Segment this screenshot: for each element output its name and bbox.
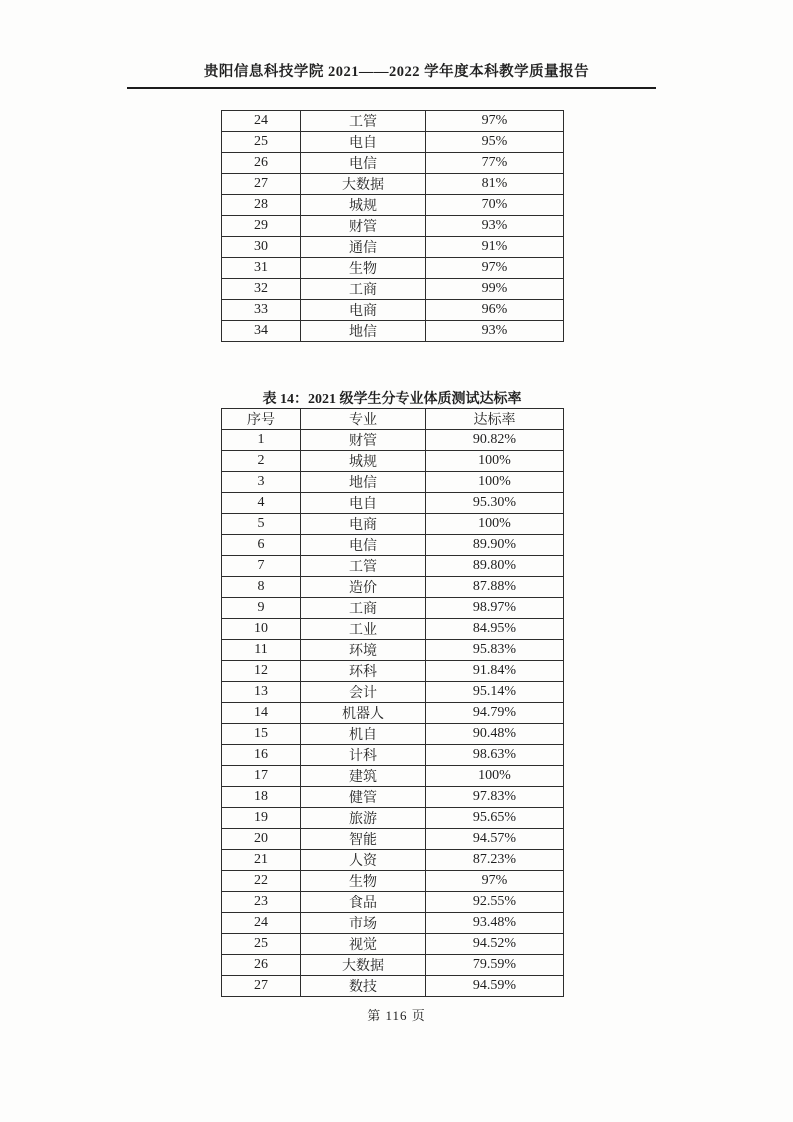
table-cell: 5 [222,514,301,535]
table-cell: 98.97% [426,598,564,619]
table-cell: 视觉 [301,934,426,955]
table-cell: 18 [222,787,301,808]
table-cell: 旅游 [301,808,426,829]
table-cell: 财管 [301,216,426,237]
table-cell: 30 [222,237,301,258]
table-cell: 9 [222,598,301,619]
table-cell: 7 [222,556,301,577]
table-cell: 建筑 [301,766,426,787]
table-row [222,871,564,892]
table-row [222,111,564,132]
table-cell: 27 [222,174,301,195]
table-row [222,132,564,153]
table-row [222,598,564,619]
table-cell: 工管 [301,111,426,132]
rate-table-continued-body [222,111,564,342]
table-cell: 13 [222,682,301,703]
table-cell: 生物 [301,258,426,279]
table-cell: 环科 [301,661,426,682]
table-row [222,430,564,451]
table-cell: 99% [426,279,564,300]
table-row [222,913,564,934]
table-cell: 城规 [301,195,426,216]
table-cell: 87.23% [426,850,564,871]
table-cell: 93% [426,321,564,342]
table-cell: 21 [222,850,301,871]
table-cell: 电商 [301,514,426,535]
table-cell: 工商 [301,279,426,300]
table-cell: 智能 [301,829,426,850]
table-cell: 93% [426,216,564,237]
table-cell: 87.88% [426,577,564,598]
fitness-table-header [222,409,564,430]
table-cell: 77% [426,153,564,174]
table-row [222,237,564,258]
table-row [222,556,564,577]
table-cell: 25 [222,934,301,955]
table-cell: 31 [222,258,301,279]
fitness-table-body [222,430,564,997]
table-header-row [222,409,564,430]
table-cell: 95.14% [426,682,564,703]
table-cell: 94.52% [426,934,564,955]
table-cell: 89.80% [426,556,564,577]
table-cell: 财管 [301,430,426,451]
column-header-pass-rate: 达标率 [426,409,564,430]
table-cell: 22 [222,871,301,892]
table-row [222,787,564,808]
table-row [222,766,564,787]
table-row [222,153,564,174]
table-cell: 17 [222,766,301,787]
table-cell: 25 [222,132,301,153]
table-row [222,321,564,342]
table-cell: 3 [222,472,301,493]
table-row [222,850,564,871]
header-divider [127,87,656,89]
table-cell: 95% [426,132,564,153]
table-cell: 94.59% [426,976,564,997]
table-cell: 89.90% [426,535,564,556]
table-cell: 健管 [301,787,426,808]
table-row [222,892,564,913]
table-cell: 机自 [301,724,426,745]
table-row [222,279,564,300]
table-cell: 电信 [301,153,426,174]
table-cell: 环境 [301,640,426,661]
table-row [222,829,564,850]
table-row [222,703,564,724]
table-cell: 大数据 [301,955,426,976]
table-row [222,451,564,472]
table-row [222,258,564,279]
table-row [222,174,564,195]
table-cell: 6 [222,535,301,556]
table14-caption: 表 14：2021 级学生分专业体质测试达标率 [262,392,522,407]
table-cell: 电自 [301,132,426,153]
table-cell: 32 [222,279,301,300]
table-cell: 14 [222,703,301,724]
table-cell: 92.55% [426,892,564,913]
table-row [222,514,564,535]
table-cell: 大数据 [301,174,426,195]
page-number-footer: 第 116 页 [367,1008,426,1023]
table-cell: 食品 [301,892,426,913]
table-cell: 12 [222,661,301,682]
table-row [222,216,564,237]
column-header-major: 专业 [301,409,426,430]
running-header-title: 贵阳信息科技学院 2021——2022 学年度本科教学质量报告 [203,64,590,80]
table-cell: 95.83% [426,640,564,661]
table-row [222,577,564,598]
table-cell: 15 [222,724,301,745]
table-cell: 24 [222,913,301,934]
table-cell: 电信 [301,535,426,556]
table-row [222,808,564,829]
table-row [222,640,564,661]
table-cell: 11 [222,640,301,661]
table-cell: 94.79% [426,703,564,724]
table-cell: 2 [222,451,301,472]
table-cell: 28 [222,195,301,216]
table-row [222,661,564,682]
table-cell: 市场 [301,913,426,934]
table-cell: 100% [426,451,564,472]
table-cell: 94.57% [426,829,564,850]
table-cell: 100% [426,766,564,787]
table-cell: 4 [222,493,301,514]
table-cell: 91% [426,237,564,258]
table-cell: 91.84% [426,661,564,682]
table-row [222,955,564,976]
table-cell: 95.65% [426,808,564,829]
table-cell: 26 [222,153,301,174]
table-cell: 95.30% [426,493,564,514]
table-cell: 计科 [301,745,426,766]
table-cell: 33 [222,300,301,321]
table-cell: 96% [426,300,564,321]
table-cell: 97% [426,258,564,279]
table-cell: 机器人 [301,703,426,724]
table-cell: 34 [222,321,301,342]
table-cell: 数技 [301,976,426,997]
table-cell: 27 [222,976,301,997]
table-cell: 地信 [301,321,426,342]
table-cell: 98.63% [426,745,564,766]
table-cell: 79.59% [426,955,564,976]
fitness-test-pass-rate-table [221,408,564,997]
table-cell: 84.95% [426,619,564,640]
table-row [222,724,564,745]
table-cell: 8 [222,577,301,598]
table-cell: 会计 [301,682,426,703]
table-cell: 81% [426,174,564,195]
table-cell: 生物 [301,871,426,892]
table-row [222,195,564,216]
table-cell: 人资 [301,850,426,871]
table-cell: 100% [426,514,564,535]
table-row [222,745,564,766]
table-row [222,682,564,703]
table-row [222,976,564,997]
table-cell: 26 [222,955,301,976]
table-cell: 城规 [301,451,426,472]
table-row [222,934,564,955]
table-cell: 70% [426,195,564,216]
table-cell: 97.83% [426,787,564,808]
table-cell: 地信 [301,472,426,493]
table-row [222,472,564,493]
table-row [222,619,564,640]
table-cell: 24 [222,111,301,132]
table-cell: 工业 [301,619,426,640]
table-cell: 10 [222,619,301,640]
table-cell: 电商 [301,300,426,321]
table-cell: 工商 [301,598,426,619]
table-cell: 100% [426,472,564,493]
table-cell: 1 [222,430,301,451]
table-cell: 97% [426,871,564,892]
table-row [222,493,564,514]
table-cell: 97% [426,111,564,132]
table-cell: 23 [222,892,301,913]
table-cell: 16 [222,745,301,766]
table-cell: 工管 [301,556,426,577]
table-cell: 电自 [301,493,426,514]
table-cell: 19 [222,808,301,829]
table-row [222,300,564,321]
rate-table-continued [221,110,564,342]
table-cell: 通信 [301,237,426,258]
table-cell: 29 [222,216,301,237]
table-cell: 90.48% [426,724,564,745]
table-row [222,535,564,556]
table-cell: 造价 [301,577,426,598]
table-cell: 90.82% [426,430,564,451]
table-cell: 20 [222,829,301,850]
column-header-index: 序号 [222,409,301,430]
table-cell: 93.48% [426,913,564,934]
